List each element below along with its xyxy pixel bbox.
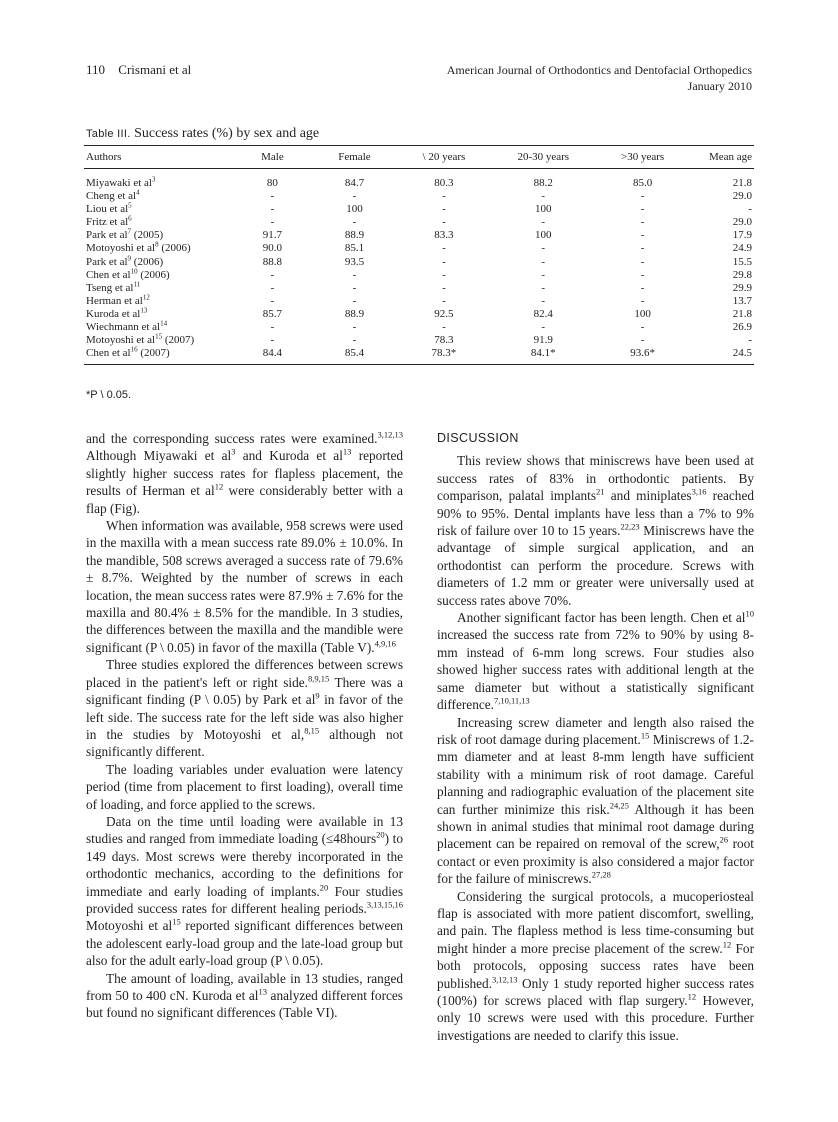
citation[interactable]: 9 [127, 253, 132, 262]
citation[interactable]: 12 [722, 939, 732, 950]
citation[interactable]: 20 [319, 882, 329, 893]
table-row [84, 203, 754, 216]
author-cell: Park et $al^7$ (2005) [86, 227, 164, 242]
table-row [84, 169, 754, 191]
value-cell: - [352, 321, 357, 334]
citation[interactable]: 20 [376, 829, 385, 840]
author-cell: Fritz et $al^6$ [86, 214, 132, 229]
value-cell: - [442, 321, 446, 334]
value-cell: - [270, 281, 275, 294]
value-cell: - [352, 281, 357, 294]
value-cell: - [442, 242, 446, 255]
author-cell: Herman et $al^{12}$ [86, 293, 150, 307]
citation[interactable]: 13 [258, 986, 267, 997]
paragraph: When information was available, 958 screws were used in the maxilla with a mean success rate 89.0% ± 10.0%. In the mandible, 508 screws averaged a success rate of 79.6% ± 8.7%. Weighted by the number of screws in each location, the mean success rates were 87.9% ± 7.6% for the maxilla and 80.4% ± 8.5% for the mandible. In 3 studies, the differences between the maxilla and the mandible were significant (P \ 0.05) in favor of the maxilla (Table V).$^{4,9,16}$ [86, 518, 403, 655]
paragraph: Another significant factor has been length. Chen et $al^{10}$ increased the success rate from 72% to 90% by using 8-mm instead of 6-mm long screws. Four studies also showed higher success rates with additional length at the same diameter but without a statistically significant difference.$^{7,10,11,13}$ [437, 608, 754, 713]
value-cell: - [270, 294, 275, 307]
value-cell: - [442, 255, 446, 268]
value-cell: 13.7 [732, 294, 752, 307]
value-cell: 90.0 [262, 242, 283, 255]
citation[interactable]: 15 [172, 916, 181, 927]
citation[interactable]: 3,16 [691, 486, 707, 497]
citation[interactable]: 15 [640, 730, 650, 741]
paragraph: and the corresponding success rates were examined.$^{3,12,13}$ Although Miyawaki et $al^3$ and Kuroda et $al^{13}$ reported slightly higher success rates for flapless placement, the results of Herman et $al^{12}$ were considerably better with a flap (Fig). [86, 429, 403, 516]
value-cell: - [270, 203, 275, 216]
citation[interactable]: 3,13,15,16 [366, 899, 403, 910]
author-cell: Cheng et $al^4$ [86, 188, 140, 203]
value-cell: - [640, 242, 645, 255]
paragraph: This review shows that miniscrews have been used at success rates of 83% in orthodontic patients. By comparison, palatal implants$^{21}$ and miniplates$^{3,16}$ reached 90% to 95%. Dental implants have less than a 7% to 9% risk of failure over 10 to 15 years.$^{22,23}$ Miniscrews have the advantage of simple surgical application, and an orthodontist can perform the procedure. Screws with diameters of 1.2 mm or greater were universally used at success rates above 70%. [437, 453, 755, 608]
value-cell: - [442, 216, 446, 229]
value-cell: - [352, 294, 357, 307]
value-cell: - [352, 216, 357, 229]
value-cell: 82.4 [533, 307, 553, 320]
value-cell: 29.9 [732, 281, 752, 294]
citation[interactable]: 12 [214, 481, 224, 492]
value-cell: 80 [266, 177, 278, 189]
value-cell: - [541, 255, 546, 268]
table-row [84, 269, 754, 282]
value-cell: - [442, 294, 446, 307]
author-cell: Chen et $al^{16}$ (2007) [84, 347, 235, 365]
column-header: Mean age [687, 146, 754, 169]
value-cell: 88.9 [344, 307, 365, 320]
value-cell: 24.9 [732, 242, 752, 255]
table-row [84, 347, 754, 365]
table-row [84, 295, 754, 308]
paragraph: Three studies explored the differences between screws placed in the patient's left or right side.$^{8,9,15}$ There was a significant finding (P \ 0.05) by Park et $al^9$ in favor of the left side. The success rate for the left side was also higher in the studies by Motoyoshi et al,$^{8,15}$ although not significantly different. [86, 657, 404, 760]
value-cell: 91.7 [262, 229, 283, 242]
paragraph: The amount of loading, available in 13 studies, ranged from 50 to 400 cN. Kuroda et $al^{13}$ analyzed different forces but found no significant differences (Table VI). [86, 970, 403, 1021]
value-cell: - [270, 190, 275, 203]
value-cell: 15.5 [732, 255, 752, 268]
page-number: 110 [86, 62, 106, 77]
citation[interactable]: 16 [130, 345, 138, 354]
table-footnote: *P \ 0.05. [86, 389, 132, 401]
running-authors: Crismani et al [118, 62, 192, 77]
citation[interactable]: 7 [127, 227, 132, 236]
column-header: Authors [84, 146, 235, 169]
citation[interactable]: 10 [130, 267, 138, 275]
table-body [84, 169, 754, 365]
value-cell: - [640, 190, 645, 203]
value-cell: - [640, 281, 645, 294]
value-cell: - [442, 268, 446, 281]
column-header: 20-30 years [489, 146, 598, 169]
citation[interactable]: 13 [342, 446, 352, 457]
value-cell: - [541, 321, 546, 334]
value-cell: - [541, 216, 546, 229]
value-cell: 29.8 [732, 268, 752, 281]
table-label: Table III. [86, 128, 131, 140]
table-row [84, 190, 754, 203]
value-cell: 85.7 [262, 307, 283, 320]
value-cell: 91.9 [533, 334, 553, 347]
value-cell: 100 [634, 307, 651, 320]
value-cell: - [640, 321, 645, 334]
value-cell: - [541, 242, 546, 255]
citation[interactable]: 7,10,11,13 [493, 695, 530, 706]
value-cell: - [541, 268, 546, 281]
table-row [84, 282, 754, 295]
success-rates-table [84, 145, 754, 365]
value-cell: 85.4 [310, 347, 400, 365]
column-header: >30 years [598, 146, 687, 169]
paragraph: The loading variables under evaluation were latency period (time from placement to first loading), overall time of loading, and force applied to the screws. [86, 761, 403, 812]
value-cell: - [270, 216, 275, 229]
citation[interactable]: 14 [160, 319, 168, 328]
value-cell: 85.1 [344, 242, 365, 255]
value-cell: 80.3 [434, 177, 454, 189]
table-row [84, 216, 754, 229]
citation[interactable]: 3 [151, 175, 156, 184]
citation[interactable]: 3,12,13 [492, 974, 518, 985]
citation[interactable]: 5 [128, 201, 132, 210]
value-cell: 84.1* [489, 347, 598, 365]
value-cell: - [640, 334, 645, 347]
author-cell: Tseng et $al^{11}$ [86, 280, 141, 294]
value-cell: 92.5 [434, 307, 454, 320]
value-cell: 100 [346, 203, 363, 216]
value-cell: 88.8 [262, 255, 283, 268]
value-cell: 84.4 [235, 347, 310, 365]
value-cell: - [541, 281, 546, 294]
citation[interactable]: 12 [687, 991, 697, 1002]
citation[interactable]: 4 [136, 188, 140, 197]
citation[interactable]: 13 [140, 306, 148, 315]
citation[interactable]: 12 [142, 293, 150, 302]
value-cell: 78.3* [399, 347, 488, 365]
value-cell: 84.7 [344, 177, 365, 189]
value-cell: - [748, 334, 752, 347]
value-cell: 24.5 [687, 347, 754, 365]
citation[interactable]: 8 [155, 240, 159, 249]
value-cell: - [442, 203, 446, 216]
column-header: Male [235, 146, 310, 169]
value-cell: 88.2 [533, 177, 553, 189]
citation[interactable]: 3 [231, 446, 236, 457]
value-cell: - [442, 281, 446, 294]
table-title: Success rates (%) by sex and age [134, 126, 320, 141]
value-cell: 85.0 [632, 177, 653, 189]
value-cell: 83.3 [434, 229, 454, 242]
citation[interactable]: 8,15 [304, 725, 320, 736]
citation[interactable]: 21 [596, 486, 605, 497]
table-row [84, 256, 754, 269]
table-row [84, 321, 754, 334]
citation[interactable]: 24,25 [609, 800, 629, 811]
section-heading: DISCUSSION [437, 431, 519, 445]
value-cell: - [270, 321, 275, 334]
citation[interactable]: 11 [133, 280, 141, 289]
value-cell: 88.9 [344, 229, 365, 242]
table-caption [86, 126, 319, 142]
value-cell: 93.6* [598, 347, 687, 365]
running-header-left [86, 62, 191, 78]
value-cell: - [352, 190, 357, 203]
value-cell: - [541, 190, 546, 203]
value-cell: 29.0 [732, 190, 752, 203]
value-cell: - [640, 294, 645, 307]
left-text-column [86, 430, 403, 1022]
author-cell: Miyawaki et $al^3$ [86, 175, 156, 189]
value-cell: 100 [535, 203, 552, 216]
value-cell: - [270, 334, 275, 347]
column-header: \ 20 years [399, 146, 488, 169]
value-cell: - [541, 294, 546, 307]
author-cell: Park et $al^9$ (2006) [86, 253, 164, 268]
paragraph: Considering the surgical protocols, a mucoperiosteal flap is associated with more patient discomfort, swelling, and pain. The flapless method is less time-consuming but might hinder a more precise placement of the screw.$^{12}$ For both protocols, opposing success rates have been published.$^{3,12,13}$ Only 1 study reported higher success rates (100%) for screws placed with flap surgery.$^{12}$ However, only 10 screws were used with this procedure. Further investigations are needed to clarify this issue. [437, 888, 755, 1043]
value-cell: - [352, 268, 357, 281]
author-cell: Kuroda et $al^{13}$ [86, 306, 148, 320]
issue-date: January 2010 [687, 79, 752, 93]
author-cell: Wiechmann et $al^{14}$ [86, 319, 168, 334]
value-cell: - [748, 203, 752, 216]
table-row [84, 229, 754, 242]
value-cell: - [640, 229, 645, 242]
citation[interactable]: 27,28 [591, 869, 611, 880]
value-cell: 29.0 [732, 216, 752, 229]
citation[interactable]: 8,9,15 [307, 673, 330, 684]
value-cell: 21.8 [732, 177, 752, 189]
citation[interactable]: 6 [128, 214, 132, 223]
paragraph: Data on the time until loading were available in 13 studies and ranged from immediate loading (≤48hours$^{20}$) to 149 days. Most screws were thereby incorporated in the orthodontic mechanics, according to the definitions for immediate and early loading of implants.$^{20}$ Four studies provided success rates for different healing periods.$^{3,13,15,16}$ Motoyoshi et $al^{15}$ reported significant differences between the adolescent early-load group and the late-load group but also for the adult early-load group (P \ 0.05). [86, 813, 403, 969]
citation[interactable]: 9 [315, 690, 320, 701]
value-cell: - [442, 190, 446, 203]
value-cell: - [352, 334, 357, 347]
value-cell: - [640, 203, 645, 216]
citation[interactable]: 3,12,13 [377, 429, 403, 440]
author-cell: Chen et $al^{10}$ (2006) [86, 267, 170, 281]
value-cell: 17.9 [732, 229, 752, 242]
citation[interactable]: 26 [719, 834, 729, 845]
author-cell: Motoyoshi et $al^{15}$ (2007) [86, 332, 195, 347]
journal-name: American Journal of Orthodontics and Dentofacial Orthopedics [446, 63, 752, 77]
paragraph: Increasing screw diameter and length also raised the risk of root damage during placement.$^{15}$ Miniscrews of 1.2-mm diameter and at least 8-mm length have sufficient stability with a minimum risk of root damage. Careful planning and radiographic evaluation of the placement site can further minimize this risk.$^{24,25}$ Although it has been shown in animal studies that minimal root damage during placement can be repaired on removal of the screw,$^{26}$ root contact or even proximity is also considered a major factor for the failure of miniscrews.$^{27,28}$ [437, 714, 754, 887]
author-cell: Liou et $al^5$ [86, 201, 132, 216]
value-cell: 21.8 [732, 307, 752, 320]
table-row [84, 334, 754, 347]
running-header-right [332, 62, 752, 94]
table-row [84, 308, 754, 321]
value-cell: - [640, 255, 645, 268]
table-row [84, 242, 754, 255]
column-header: Female [310, 146, 400, 169]
value-cell: - [270, 268, 275, 281]
citation[interactable]: 10 [745, 608, 754, 619]
citation[interactable]: 4,9,16 [374, 638, 396, 649]
value-cell: - [640, 216, 645, 229]
value-cell: 93.5 [344, 255, 365, 268]
citation[interactable]: 15 [155, 332, 163, 341]
value-cell: - [640, 268, 645, 281]
author-cell: Motoyoshi et $al^8$ (2006) [86, 240, 191, 255]
value-cell: 100 [535, 229, 552, 242]
value-cell: 26.9 [732, 321, 752, 334]
table-header-row [84, 146, 754, 169]
right-text-column [437, 430, 754, 1044]
citation[interactable]: 22,23 [620, 521, 640, 532]
value-cell: 78.3 [434, 334, 454, 347]
